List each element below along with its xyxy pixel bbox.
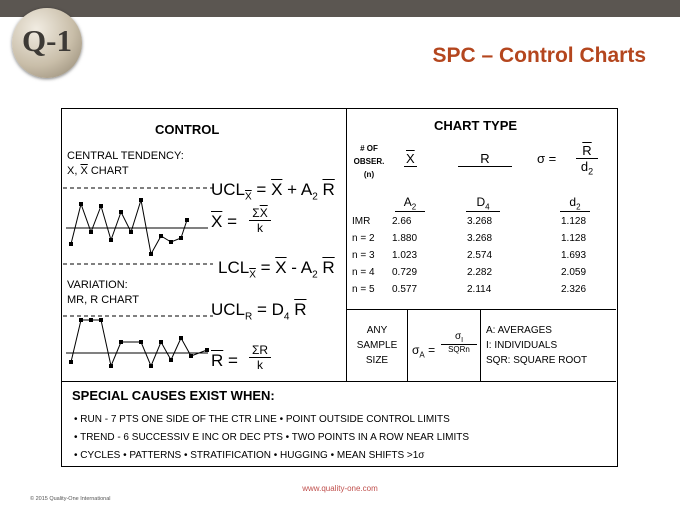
sample-size-label [349, 323, 405, 368]
special-line-2: • TREND - 6 SUCCESSIV E INC OR DEC PTS • TWO POINTS IN A ROW NEAR LIMITS [74, 432, 470, 443]
sample-size-line-1: ANY [366, 325, 388, 336]
center-x-fraction: $\Sigma\overline{X}$ k [249, 206, 271, 235]
row-d4: 3.268 [467, 233, 493, 244]
ucl-x-formula: $UCL_{\overline{X}} = \overline{X} + A_2$ $\overline{R}$ [211, 180, 335, 203]
row-d4: 2.114 [467, 284, 492, 295]
row-n: n = 5 [352, 284, 375, 295]
row-d2: 1.693 [561, 250, 587, 261]
range-chart-graphic [63, 312, 213, 384]
sigma-a-den: SQRn [448, 345, 470, 354]
col-r-label: R [480, 151, 490, 166]
special-line-3: • CYCLES • PATTERNS • STRATIFICATION • HUGGING • MEAN SHIFTS >1σ [74, 450, 425, 461]
row-d4: 2.282 [467, 267, 493, 278]
obs-label [350, 142, 388, 181]
variation-label: VARIATION: [67, 279, 128, 291]
sigma-a-fraction: $\sigma_I$ SQRn [441, 331, 477, 354]
sigma-fraction-num: $\overline{R}$ [582, 143, 592, 158]
center-r-fraction: ΣR k [249, 343, 271, 372]
legend-line-2: I: INDIVIDUALS [486, 340, 558, 351]
sample-divider-1 [407, 309, 408, 381]
row-a2: 0.729 [392, 267, 418, 278]
sample-size-line-3: SIZE [365, 355, 389, 366]
special-line-1: • RUN - 7 PTS ONE SIDE OF THE CTR LINE • POINT OUTSIDE CONTROL LIMITS [74, 414, 450, 425]
row-a2: 0.577 [392, 284, 418, 295]
chart-type-heading: CHART TYPE [434, 118, 518, 133]
lcl-x-formula: $LCL_{\overline{X}} = \overline{X} - A_2$ $\overline{R}$ [218, 258, 335, 281]
center-x-formula: $\overline{X}$ = [211, 212, 237, 231]
obs-label-line-1: # OF [360, 144, 378, 153]
page-title: SPC – Control Charts [432, 44, 646, 67]
copyright: © 2015 Quality-One International [30, 496, 111, 502]
row-d2: 1.128 [561, 216, 587, 227]
header-d2: $d_2$ [560, 195, 590, 212]
col-xbar-label: $\overline{X}$ [406, 151, 415, 166]
obs-label-line-2: OBSER. [353, 157, 385, 166]
center-r-formula: $\overline{R}$ = [211, 351, 238, 370]
row-a2: 1.880 [392, 233, 418, 244]
col-r-header [458, 151, 512, 167]
row-d2: 2.326 [561, 284, 587, 295]
central-tendency-label: CENTRAL TENDENCY: [67, 150, 184, 162]
sample-size-line-2: SAMPLE [356, 340, 398, 351]
sigma-a-formula: $\sigma_A$ = [412, 343, 436, 360]
quality-one-logo [12, 8, 82, 78]
logo-text: Q-1 [22, 23, 72, 58]
col-sigma-header: σ = [537, 151, 557, 166]
row-d2: 2.059 [561, 267, 587, 278]
row-d4: 3.268 [467, 216, 493, 227]
row-d4: 2.574 [467, 250, 493, 261]
obs-label-line-3: (n) [363, 170, 375, 179]
legend-line-1: A: AVERAGES [486, 325, 552, 336]
row-n: IMR [352, 216, 371, 227]
top-bar [0, 0, 680, 17]
header-a2: $A_2$ [395, 195, 425, 212]
sigma-fraction: $\overline{R}$ $d_2$ [576, 143, 598, 177]
abbrev-legend [486, 323, 587, 368]
variation-chart-label: MR, R CHART [67, 294, 139, 306]
row-n: n = 2 [352, 233, 375, 244]
control-heading: CONTROL [155, 122, 220, 137]
col-xbar-header [404, 151, 417, 167]
header-d4: $D_4$ [466, 195, 500, 212]
row-n: n = 4 [352, 267, 375, 278]
footer-url[interactable]: www.quality-one.com [302, 484, 378, 493]
central-chart-label: X, $\overline{X}$ CHART [67, 165, 129, 177]
row-d2: 1.128 [561, 233, 587, 244]
special-heading: SPECIAL CAUSES EXIST WHEN: [72, 388, 275, 403]
row-a2: 2.66 [392, 216, 412, 227]
row-n: n = 3 [352, 250, 375, 261]
legend-line-3: SQR: SQUARE ROOT [486, 355, 588, 366]
ucl-r-formula: $UCL_R = D_4$ $\overline{R}$ [211, 300, 307, 323]
xbar-chart-graphic [63, 182, 213, 270]
row-a2: 1.023 [392, 250, 418, 261]
sample-divider-2 [480, 309, 481, 381]
